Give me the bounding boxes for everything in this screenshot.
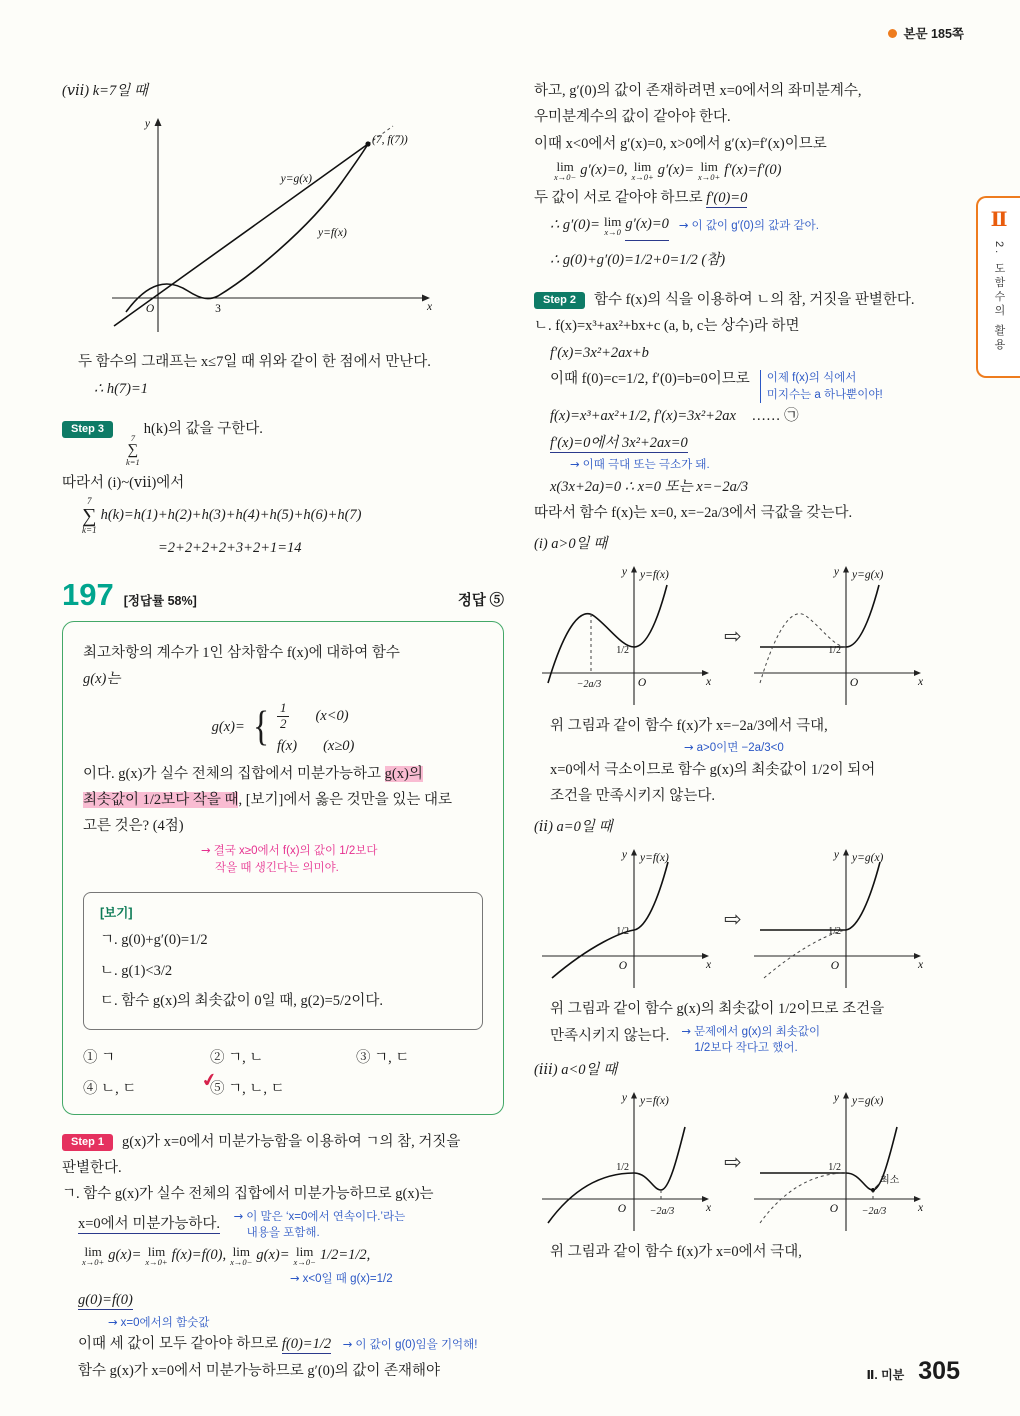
implies-arrow-icon: ⇨	[724, 1150, 742, 1175]
choice-2: ② ㄱ, ㄴ	[209, 1049, 264, 1066]
y-axis-label: y	[621, 1092, 627, 1105]
step1-title-cont: 판별한다.	[62, 1159, 122, 1176]
limit: lim x→0−	[230, 1244, 253, 1268]
nieun-line-3-row	[534, 366, 958, 403]
curve-label: y=f(x)	[640, 1095, 669, 1108]
boki-box	[83, 892, 483, 1029]
origin-label: O	[618, 960, 627, 973]
blue-note-remember-g0: → 이 값이 g(0)임을 기억해!	[342, 1337, 478, 1352]
fraction-half: 1 2	[277, 701, 290, 732]
case2-text-1: 위 그림과 같이 함수 g(x)의 최솟값이 1/2이므로 조건을	[550, 1001, 885, 1018]
piecewise-row-1	[277, 701, 354, 732]
highlight: g(x)의	[384, 765, 423, 782]
problem-box	[62, 621, 504, 1115]
annotation-arrow-icon: →	[684, 740, 694, 755]
case3-graphs	[534, 1087, 958, 1237]
reference-text: 본문 185쪽	[903, 27, 964, 41]
annotation-arrow-icon: →	[342, 1337, 353, 1352]
three-values-line: 이때 세 값이 모두 같아야 하므로 f(0)=1/2 → 이 값이 g(0)임을 기억해!	[78, 1336, 478, 1353]
annotation-arrow-icon: →	[570, 457, 580, 472]
cont-line-3: 이때 x<0에서 g′(x)=0, x>0에서 g′(x)=f′(x)이므로	[534, 135, 827, 152]
x-axis-label: x	[917, 675, 923, 688]
step2-title: 함수 f(x)의 식을 이용하여 ㄴ의 참, 거짓을 판별한다.	[594, 291, 915, 308]
half-label: 1/2	[827, 1162, 841, 1174]
case2-title: (ⅱ) a=0일 때	[534, 818, 613, 835]
curve-label: y=g(x)	[851, 852, 883, 865]
half-label: 1/2	[827, 926, 841, 938]
case2-text-2-row	[534, 1023, 958, 1057]
graph-k7-wrap	[96, 110, 504, 347]
limit: lim x→0+	[698, 159, 721, 183]
origin-label: O	[145, 303, 155, 316]
sum-rhs: h(k)=h(1)+h(2)+h(3)+h(4)+h(5)+h(6)+h(7)	[100, 506, 362, 523]
answer-choices	[83, 1046, 483, 1098]
paragraph-therefore: 따라서 (i)~(ⅶ)에서	[62, 475, 185, 492]
nieun-line-7: 따라서 함수 f(x)는 x=0, x=−2a/3에서 극값을 갖는다.	[534, 505, 853, 522]
x-axis-label: x	[706, 675, 712, 688]
stem-line: 고른 것은? (4점)	[83, 818, 184, 835]
boki-label: [보기]	[100, 906, 133, 921]
limit-equation-left: lim x→0+ g(x)= lim x→0+ f(x)=f(0), lim x→0− g(x)= lim x→0− 1/2=1/2,	[82, 1244, 371, 1268]
g0-f0-line: g(0)=f(0)	[78, 1292, 133, 1309]
giyeok-line2: x=0에서 미분가능하다. → 이 말은 ‘x=0에서 연속이다.’라는 내용을 포함해.	[62, 1208, 504, 1242]
blue-note-continuity: → 이 말은 ‘x=0에서 연속이다.’라는 내용을 포함해.	[233, 1208, 406, 1240]
implies-arrow-icon: ⇨	[724, 907, 742, 932]
blue-note-value-at-0: → x=0에서의 함숫값	[108, 1314, 210, 1329]
paragraph-meet: 두 함수의 그래프는 x≤7일 때 위와 같이 한 점에서 만난다.	[78, 354, 431, 371]
problem-number: 197	[62, 576, 114, 612]
blue-note-min-less: → 문제에서 g(x)의 최솟값이 1/2보다 작다고 했어.	[681, 1023, 821, 1055]
min-point	[871, 1188, 875, 1192]
check-mark-icon: ✔	[199, 1068, 219, 1091]
blue-note-gx-half: → x<0일 때 g(x)=1/2	[290, 1270, 393, 1285]
accuracy-rate: [정답률 58%]	[123, 593, 197, 608]
graph-a-positive-g	[746, 561, 932, 711]
right-column	[534, 78, 958, 1266]
case3-text-1: 위 그림과 같이 함수 f(x)가 x=0에서 극대,	[550, 1244, 802, 1261]
condition: (x<0)	[315, 707, 349, 724]
stem-line: 이다. g(x)가 실수 전체의 집합에서 미분가능하고 g(x)의	[83, 765, 423, 782]
g-curve-part	[846, 585, 879, 647]
limit: lim x→0+	[631, 159, 654, 183]
limit: lim x→0+	[145, 1244, 168, 1268]
limit: lim x→0	[603, 214, 622, 238]
piecewise-rows	[277, 701, 354, 755]
equal-values-line: 두 값이 서로 같아야 하므로 f′(0)=0	[534, 189, 748, 206]
step2-badge: Step 2	[534, 292, 585, 309]
giyeok-line1: ㄱ. 함수 g(x)가 실수 전체의 집합에서 미분가능하므로 g(x)는	[62, 1186, 434, 1203]
case2-text-2: 만족시키지 않는다.	[550, 1027, 670, 1044]
pink-annotation: → 결국 x≥0에서 f(x)의 값이 1/2보다 작을 때 생긴다는 의미야.	[201, 842, 378, 875]
boki-item-3: ㄷ. 함수 g(x)의 최솟값이 0일 때, g(2)=5/2이다.	[100, 993, 383, 1010]
g-lhs: g(x)=	[211, 719, 245, 736]
curve-label: y=f(x)	[640, 568, 669, 581]
cont-line-1: 하고, g′(0)의 값이 존재하려면 x=0에서의 좌미분계수,	[534, 83, 862, 99]
x-axis-label: x	[706, 1202, 712, 1215]
sum-equation	[62, 497, 504, 535]
choice-5: ✔ ⑤ ㄱ, ㄴ, ㄷ	[199, 1068, 285, 1097]
chapter-roman-numeral: Ⅱ	[990, 209, 1008, 231]
f-curve-label: y=f(x)	[318, 227, 347, 240]
case1-graphs	[534, 561, 958, 711]
sigma-notation: 7 ∑ k=1	[126, 433, 140, 467]
case2-graphs	[534, 844, 958, 994]
case1-text-1: 위 그림과 같이 함수 f(x)가 x=−2a/3에서 극대,	[550, 717, 828, 734]
highlight: 최솟값이 1/2보다 작을 때	[83, 791, 239, 808]
f-dashed-part	[760, 1173, 846, 1223]
nieun-line-2: f′(x)=3x²+2ax+b	[550, 344, 649, 361]
sigma-notation: 7 ∑ k=1	[82, 495, 97, 535]
blue-note-gprime0: → 이 값이 g′(0)의 값과 같아.	[678, 217, 819, 232]
stem-line: 최고차항의 계수가 1인 삼차함수 f(x)에 대하여 함수	[83, 644, 400, 661]
origin-label: O	[637, 676, 647, 689]
blue-note-a-positive: → a>0이면 −2a/3<0	[684, 740, 784, 755]
limit: lim x→0−	[293, 1244, 316, 1268]
page-footer	[867, 1357, 960, 1386]
nieun-line-4: f(x)=x³+ax²+1/2, f′(x)=3x²+2ax …… ㉠	[550, 408, 799, 425]
brace: {	[252, 703, 269, 750]
footer-page-number: 305	[918, 1357, 960, 1385]
origin-label: O	[829, 1203, 838, 1216]
nieun-line-6: x(3x+2a)=0 ∴ x=0 또는 x=−2a/3	[550, 478, 749, 495]
half-label: 1/2	[616, 926, 629, 938]
origin-label: O	[849, 676, 858, 689]
curve-label: y=f(x)	[640, 852, 669, 865]
nieun-line-1: ㄴ. f(x)=x³+ax²+bx+c (a, b, c는 상수)라 하면	[534, 318, 800, 335]
case1-title: (i) a>0일 때	[534, 535, 608, 552]
annotation-arrow-icon: →	[233, 1208, 244, 1223]
y-axis	[155, 118, 162, 332]
step1-badge: Step 1	[62, 1134, 113, 1151]
origin-label: O	[617, 1203, 626, 1216]
sum-result: =2+2+2+2+3+2+1=14	[158, 539, 302, 556]
bullet-icon	[888, 29, 897, 38]
half-label: 1/2	[616, 644, 629, 656]
x-axis-label: x	[917, 1202, 923, 1215]
y-axis-label: y	[144, 118, 150, 131]
graph-a-zero-g	[746, 844, 932, 994]
answer-label: 정답 ⑤	[457, 592, 504, 609]
left-column	[62, 78, 504, 1384]
blue-note-only-a: 이제 f(x)의 식에서 미지수는 a 하나뿐이야!	[760, 370, 883, 403]
step3-text: 7 ∑ k=1 h(k)의 값을 구한다.	[126, 421, 263, 467]
neg2a3-label: −2a/3	[576, 678, 602, 690]
true-conclusion-line: ∴ g(0)+g′(0)=1/2+0=1/2 (참)	[550, 251, 726, 268]
half-label: 1/2	[616, 1162, 629, 1174]
y-axis-label: y	[621, 565, 627, 578]
choice-1: ① ㄱ	[83, 1049, 116, 1066]
y-axis-label: y	[833, 565, 839, 578]
graph-a-negative-f	[534, 1087, 720, 1237]
limit-equation-right: lim x→0− g′(x)=0, lim x→0+ g′(x)= lim x→0+ f′(x)=f′(0)	[554, 159, 782, 183]
step3-heading	[62, 416, 504, 466]
g-curve-part	[846, 862, 880, 930]
point-label: (7, f(7))	[372, 134, 408, 147]
g-piecewise-definition	[83, 701, 483, 755]
graph-a-zero-f	[534, 844, 720, 994]
curve-f	[548, 585, 667, 683]
footer-section: Ⅱ. 미분	[866, 1368, 905, 1382]
graph-f-g-intersection	[96, 110, 436, 342]
blue-note-extremum: → 이때 극대 또는 극소가 돼.	[570, 457, 710, 472]
g-line-label: y=g(x)	[280, 173, 312, 186]
piecewise-row-2: f(x) (x≥0)	[276, 737, 355, 754]
x-axis	[112, 295, 430, 302]
origin-label: O	[830, 960, 839, 973]
case1-text-3: 조건을 만족시키지 않는다.	[550, 788, 715, 805]
case-vii-title: (ⅶ) k=7일 때	[62, 83, 148, 99]
circle-mark: …… ㉠	[751, 408, 799, 425]
boki-item-2: ㄴ. g(1)<3/2	[100, 962, 173, 979]
y-axis-label: y	[833, 849, 839, 862]
curve-label: y=g(x)	[851, 568, 883, 581]
chapter-tab	[976, 196, 1020, 378]
page-reference	[888, 24, 964, 42]
y-axis-label: y	[621, 849, 627, 862]
choice-3: ③ ㄱ, ㄷ	[356, 1049, 410, 1066]
boki-item-1: ㄱ. g(0)+g′(0)=1/2	[100, 932, 208, 949]
step1-title: g(x)가 x=0에서 미분가능함을 이용하여 ㄱ의 참, 거짓을	[122, 1133, 461, 1150]
neg2a3-label: −2a/3	[861, 1206, 886, 1218]
x-axis-label: x	[706, 959, 712, 972]
annotation-arrow-icon: →	[290, 1270, 300, 1285]
min-label: 최소	[879, 1175, 899, 1187]
neg2a3-label: −2a/3	[649, 1206, 675, 1218]
y-axis-label: y	[833, 1092, 839, 1105]
half-label: 1/2	[827, 644, 841, 656]
intersection-point	[365, 142, 370, 147]
chapter-title-vertical: 2. 도함수의 활용	[993, 241, 1005, 353]
problem-header	[62, 577, 504, 613]
case1-text-2: x=0에서 극소이므로 함수 g(x)의 최솟값이 1/2이 되어	[550, 762, 876, 779]
x-axis-label: x	[917, 959, 923, 972]
nieun-line-3: 이때 f(0)=c=1/2, f′(0)=b=0이므로	[550, 371, 750, 388]
implies-arrow-icon: ⇨	[724, 623, 742, 648]
annotation-arrow-icon: →	[678, 217, 689, 232]
x-axis-label: x	[427, 301, 433, 314]
case3-title: (ⅲ) a<0일 때	[534, 1061, 618, 1078]
nieun-line-5: f′(x)=0에서 3x²+2ax=0	[550, 434, 688, 451]
annotation-arrow-icon: →	[201, 842, 211, 857]
cont-line-2: 우미분계수의 값이 같아야 한다.	[534, 109, 731, 126]
curve-f	[552, 862, 668, 978]
differentiable-line: 함수 g(x)가 x=0에서 미분가능하므로 g′(0)의 값이 존재해야	[78, 1362, 441, 1379]
choice-4: ④ ㄴ, ㄷ	[83, 1080, 137, 1097]
step1-heading	[62, 1129, 504, 1155]
graph-a-positive-f	[534, 561, 720, 711]
conclusion-h7: ∴ h(7)=1	[94, 380, 149, 397]
graph-a-negative-g	[746, 1087, 932, 1237]
stem-line: g(x)는	[83, 671, 121, 688]
step3-badge: Step 3	[62, 421, 113, 438]
gprime0-line: ∴ g′(0)= lim x→0 g′(x)=0 → 이 값이 g′(0)의 값과 같아.	[534, 211, 958, 241]
x-tick-3: 3	[215, 303, 221, 316]
annotation-arrow-icon: →	[681, 1023, 691, 1038]
stem-line: 최솟값이 1/2보다 작을 때, [보기]에서 옳은 것만을 있는 대로	[83, 791, 452, 808]
curve-label: y=g(x)	[851, 1095, 883, 1108]
annotation-arrow-icon: →	[108, 1314, 118, 1329]
condition: (x≥0)	[323, 737, 355, 754]
limit: lim x→0+	[82, 1244, 105, 1268]
step2-heading	[534, 287, 958, 313]
limit: lim x→0−	[554, 159, 577, 183]
